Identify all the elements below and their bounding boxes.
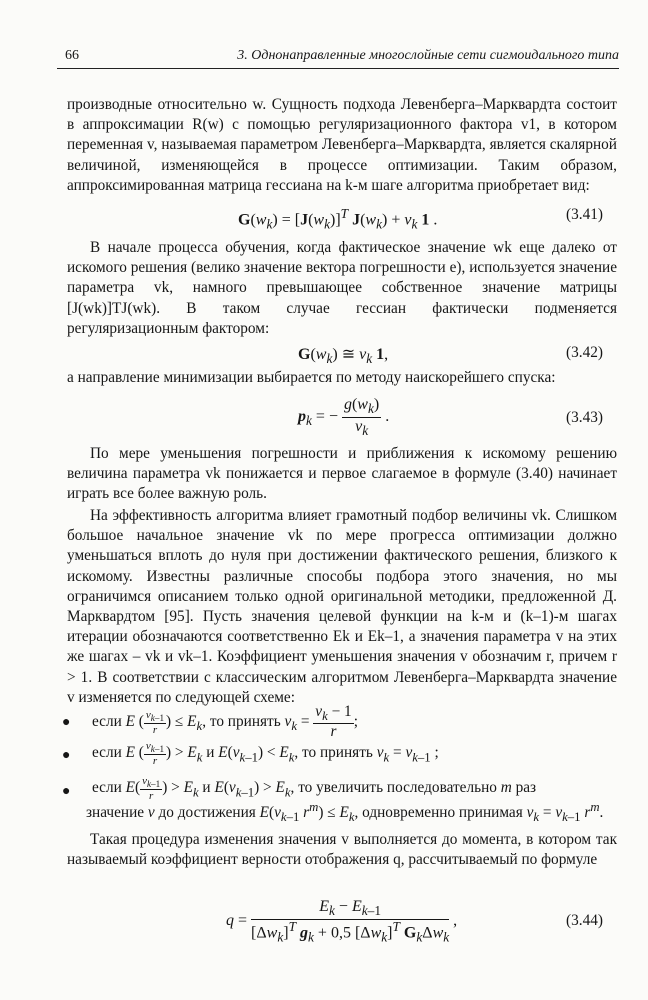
paragraph-6: Такая процедура изменения значения v выполняется до момента, в котором так называемый коэффициент верности отображения q, рассчитываемый по формуле <box>67 831 617 869</box>
bullet-marker: ● <box>62 715 71 730</box>
equation-3-43: $p_k$ = − $\frac{g(w_k)}{v_k}$ . <box>298 396 390 439</box>
paragraph-4: По мере уменьшения погрешности и приближения к искомому решению величина параметра vk понижается и первое слагаемое в формуле (3.40) начинает играть все более важную роль. <box>67 445 617 503</box>
paragraph-2: В начале процесса обучения, когда фактическое значение wk еще далеко от искомого решения (велико значение вектора погрешности e), используется значение параметра vk, намного превышающее собственное значение матрицы [J(wk)]TJ(wk). В таком случае гессиан фактически подменяется регуляризационным фактором: <box>67 239 617 337</box>
bullet-item: если E( $\frac{v_{k-1}}{r}$ ) > $E_k$ и $E(v_{k-1}) > E_k$, то увеличить последовательно m раз <box>92 775 537 803</box>
page-number: 66 <box>65 48 79 63</box>
equation-number: (3.42) <box>566 344 603 361</box>
equation-3-44: q = $\frac{E_k - E_{k-1}}{[\Delta w_k]^T g_k + 0,5 [\Delta w_k]^T G_k\Delta w_k}$ , <box>226 898 458 945</box>
paragraph-1: производные относительно w. Сущность подхода Левенберга–Марквардта состоит в аппроксимации R(w) с помощью регуляризационного фактора v1, в котором переменная v, называемая параметром Левенберга–Марквардта, является скалярной величиной, изменяющейся в процессе оптимизации. Таким образом, аппроксимированная матрица гессиана на k-м шаге алгоритма приобретает вид: <box>67 96 617 194</box>
bullet-item: если E ( $\frac{v_{k-1}}{r}$ ) > $E_k$ и $E(v_{k-1}) < E_k$, то принять $v_k = v_{k-1}$ ; <box>92 740 439 768</box>
equation-number: (3.41) <box>566 206 603 223</box>
equation-3-41: $G(w_k) = [J(w_k)]^T$ $J(w_k) + v_k$ 1 . <box>238 206 438 232</box>
equation-number: (3.44) <box>566 912 603 929</box>
equation-number: (3.43) <box>566 409 603 426</box>
paragraph-5: На эффективность алгоритма влияет грамотный подбор величины vk. Слишком большое начальное значение vk по мере прогресса оптимизации должно уменьшаться вплоть до нуля при достижении фактического решения, близкого к искомому. Известны различные способы подбора этого значения, но мы ограничимся описанием только одной оригинальной методики, предложенной Д. Марквардтом [95]. Пусть значения целевой функции на k-м и (k–1)-м шагах итерации обозначаются соответственно Ek и Ek–1, а значения параметра v на этих же шагах – vk и vk–1. Коэффициент уменьшения значения v обозначим r, причем r > 1. В соответствии с классическим алгоритмом Левенберга–Марквардта значение v изменяется по следующей схеме: <box>67 507 617 706</box>
paragraph-3: а направление минимизации выбирается по методу наискорейшего спуска: <box>67 369 556 386</box>
running-header <box>57 46 619 69</box>
equation-3-42: $G(w_k)$ ≅ $v_k$ 1, <box>298 346 389 367</box>
bullet-marker: ● <box>62 748 71 763</box>
bullet-item: если E ( $\frac{v_{k-1}}{r}$ ) ≤ $E_k$, то принять $v_k$ = $\frac{v_k - 1}{r}$ ; <box>92 703 358 741</box>
bullet-marker: ● <box>62 784 71 799</box>
running-title: 3. Однонаправленные многослойные сети сигмоидального типа <box>237 48 619 63</box>
bullet-continuation: значение v до достижения $E(v_{k-1}$ $r^m) \le E_k$, одновременно принимая $v_k = v_{k-1}$ $r^m$. <box>86 800 604 825</box>
